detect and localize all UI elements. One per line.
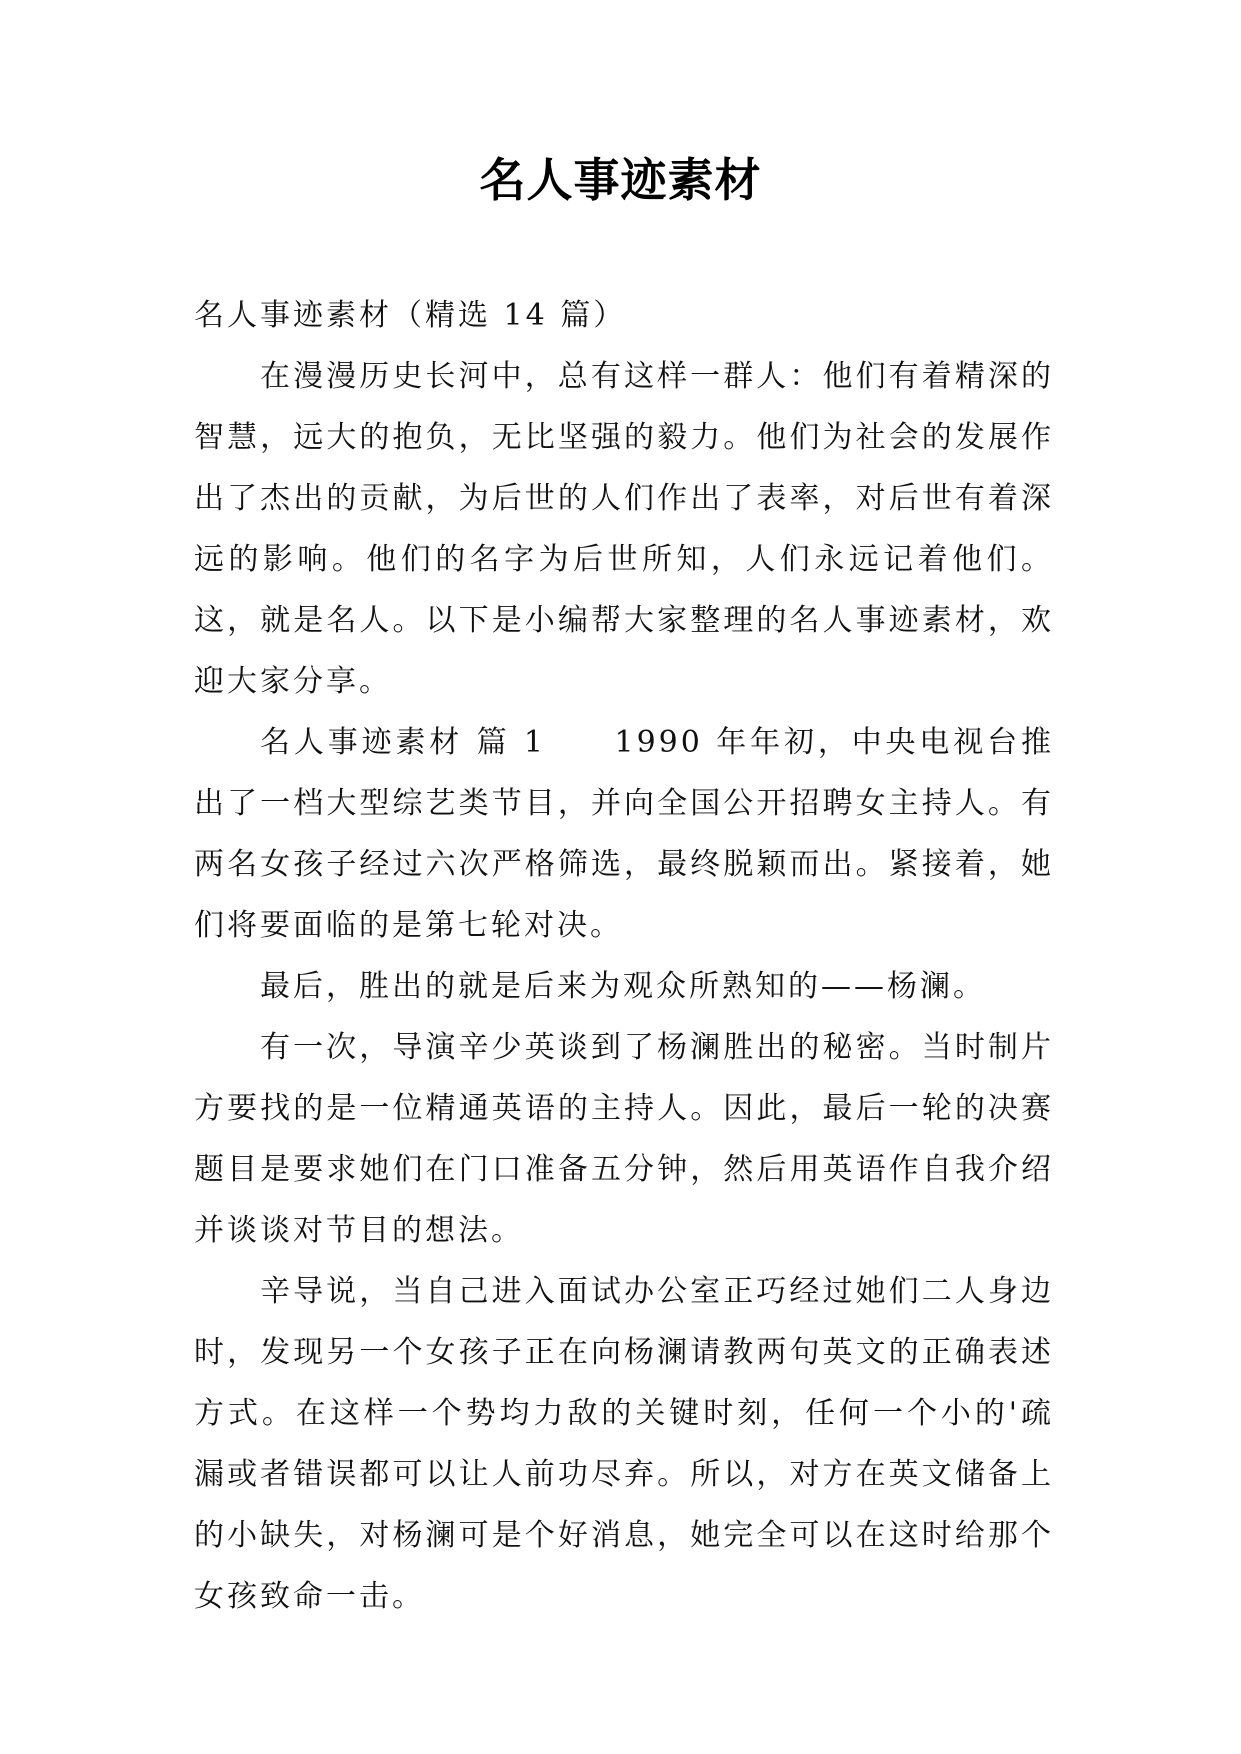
paragraph-director-story: 有一次，导演辛少英谈到了杨澜胜出的秘密。当时制片方要找的是一位精通英语的主持人。因此，最后一轮的决赛题目是要求她们在门口准备五分钟，然后用英语作自我介绍并谈谈对节目的想法。 [194, 1030, 1054, 1248]
document-body [194, 285, 1054, 1627]
document-subtitle: 名人事迹素材（精选 14 篇） [194, 298, 627, 333]
paragraph-intro: 在漫漫历史长河中，总有这样一群人：他们有着精深的智慧，远大的抱负，无比坚强的毅力。他们为社会的发展作出了杰出的贡献，为后世的人们作出了表率，对后世有着深远的影响。他们的名字为后世所知，人们永远记着他们。这，就是名人。以下是小编帮大家整理的名人事迹素材，欢迎大家分享。 [194, 359, 1054, 699]
document-title: 名人事迹素材 [479, 153, 762, 207]
paragraph-result: 最后，胜出的就是后来为观众所熟知的——杨澜。 [260, 969, 986, 1004]
paragraph-section-1: 名人事迹素材 篇 1 1990 年年初，中央电视台推出了一档大型综艺类节目，并向全国公开招聘女主持人。有两名女孩子经过六次严格筛选，最终脱颖而出。紧接着，她们将要面临的是第七轮对决。 [194, 725, 1054, 943]
paragraph-director-quote: 辛导说，当自己进入面试办公室正巧经过她们二人身边时，发现另一个女孩子正在向杨澜请教两句英文的正确表述方式。在这样一个势均力敌的关键时刻，任何一个小的'疏漏或者错误都可以让人前功尽弃。所以，对方在英文储备上的小缺失，对杨澜可是个好消息，她完全可以在这时给那个女孩致命一击。 [194, 1274, 1054, 1614]
